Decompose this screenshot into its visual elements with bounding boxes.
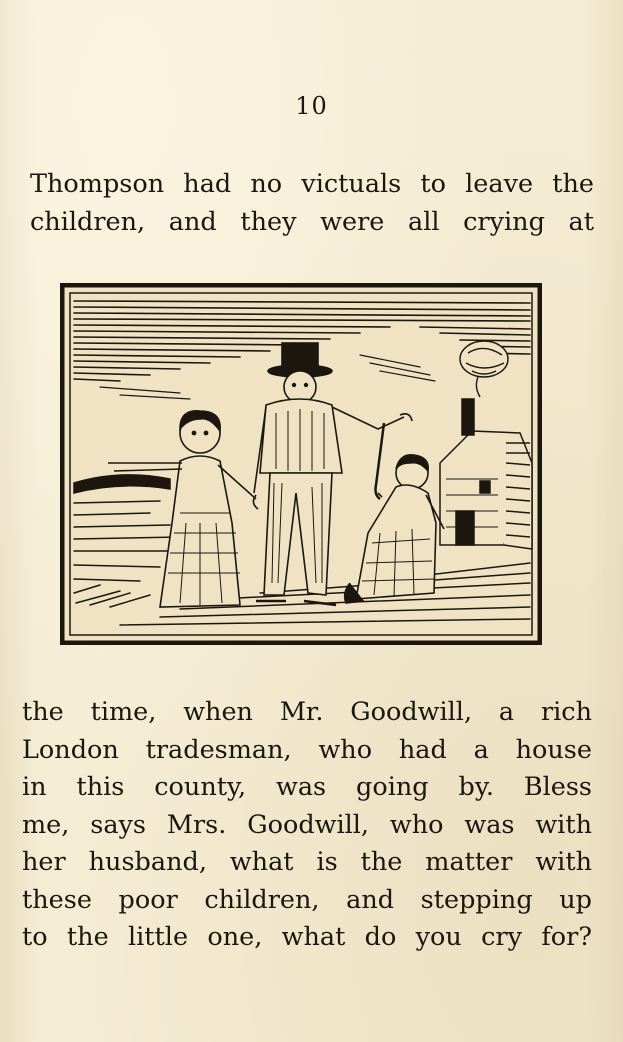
text-line: these poor children, and stepping up: [22, 884, 592, 915]
text-line: London tradesman, who had a house: [22, 734, 592, 765]
page-number: 10: [295, 92, 328, 120]
text-line: in this county, was going by. Bless: [22, 772, 592, 802]
text-line: me, says Mrs. Goodwill, who was with: [22, 809, 592, 840]
woodcut-illustration: [60, 283, 542, 645]
text-line: to the little one, what do you cry for?: [22, 922, 592, 952]
text-line: the time, when Mr. Goodwill, a rich: [22, 697, 592, 727]
text-line: her husband, what is the matter with: [22, 847, 592, 877]
text-line: Thompson had no victuals to leave the: [30, 169, 594, 199]
text-line: children, and they were all crying at: [30, 206, 594, 237]
woodcut-svg: [60, 283, 542, 645]
top-paragraph: [30, 166, 594, 241]
bottom-paragraph: [22, 694, 592, 957]
